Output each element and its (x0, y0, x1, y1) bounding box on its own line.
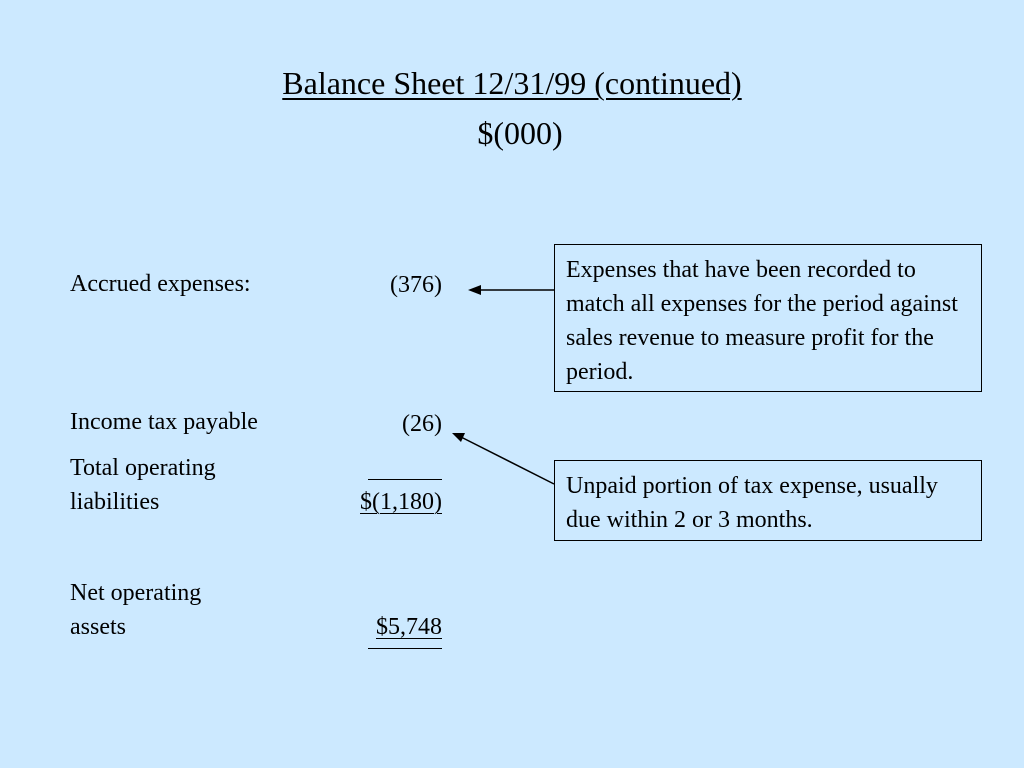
slide-title: Balance Sheet 12/31/99 (continued) (282, 65, 742, 101)
total-operating-liabilities-label-line2: liabilities (70, 489, 160, 515)
income-tax-note: Unpaid portion of tax expense, usually due within 2 or 3 months. (554, 460, 982, 541)
accrued-expenses-arrow (468, 285, 554, 295)
accrued-expenses-label: Accrued expenses: (70, 271, 251, 297)
net-operating-assets-label-line1: Net operating (70, 580, 202, 606)
income-tax-arrow (452, 433, 554, 484)
subtotal-rule (368, 479, 442, 480)
income-tax-payable-label: Income tax payable (70, 409, 258, 435)
slide-subtitle: $(000) (477, 115, 563, 151)
double-underline-rule (368, 648, 442, 649)
accrued-expenses-note: Expenses that have been recorded to match all expenses for the period against sales revenue to measure profit for the period. (554, 244, 982, 392)
total-operating-liabilities-label-line1: Total operating (70, 455, 216, 481)
accrued-expenses-value: (376) (390, 272, 442, 298)
total-operating-liabilities-value: $(1,180) (360, 489, 442, 515)
income-tax-payable-value: (26) (402, 411, 442, 437)
net-operating-assets-label-line2: assets (70, 614, 126, 640)
net-operating-assets-value: $5,748 (376, 614, 442, 640)
